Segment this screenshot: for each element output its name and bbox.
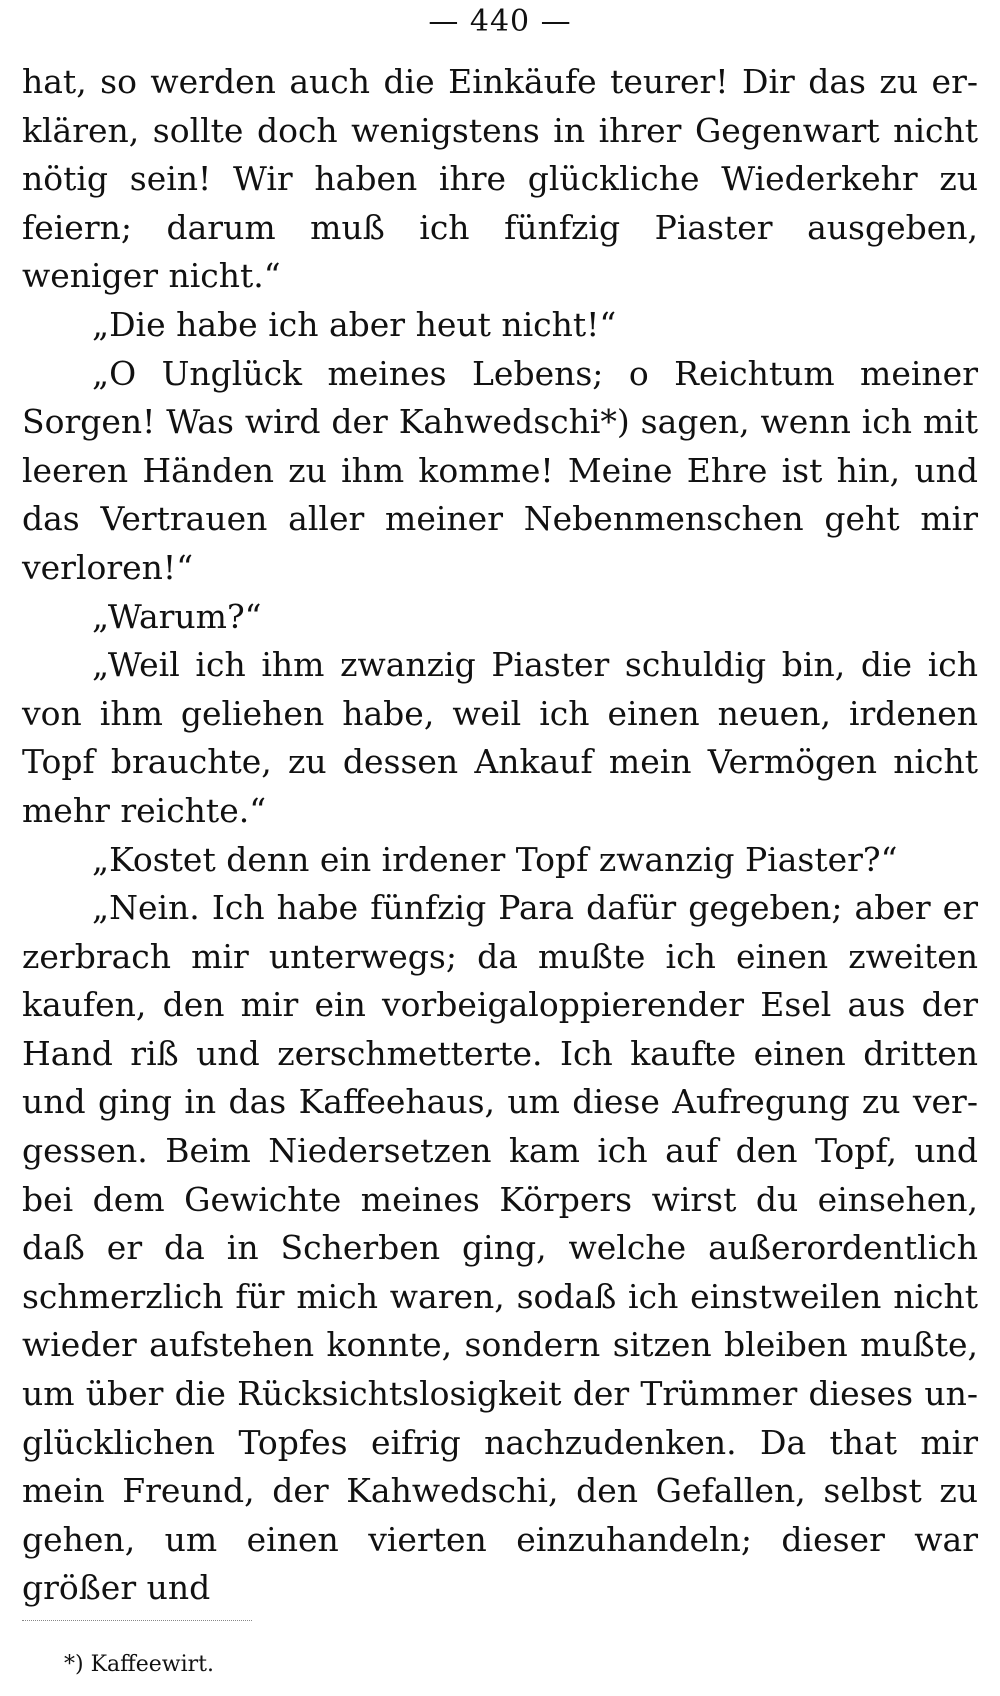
book-page — [22, 0, 978, 1696]
paragraph-2: „Die habe ich aber heut nicht!“ — [92, 304, 617, 344]
paragraph-4: „Warum?“ — [92, 596, 262, 636]
footnote: *) Kaffeewirt. — [64, 1652, 215, 1677]
body-text — [22, 58, 978, 1613]
paragraph-7: „Nein. Ich habe fünfzig Para dafür gegeben; aber er zerbrach mir unterwegs; da mußte ich einen zweiten kaufen, den mir ein vorbeigaloppierender Esel aus der Hand riß und zerschmetterte. Ich kaufte einen dritten und ging in das Kaffeehaus, um diese Aufregung zu vergessen. Beim Niedersetzen kam ich auf den Topf, und bei dem Gewichte meines Körpers wirst du einsehen, daß er da in Scherben ging, welche außerordentlich schmerzlich für mich waren, sodaß ich einstweilen nicht wieder aufstehen konnte, sondern sitzen bleiben mußte, um über die Rücksichtslosigkeit der Trümmer dieses unglücklichen Topfes eifrig nachzudenken. Da that mir mein Freund, der Kahwedschi, den Gefallen, selbst zu gehen, um einen vierten einzuhandeln; dieser war größer und — [22, 888, 978, 1608]
footnote-divider — [22, 1620, 252, 1621]
paragraph-1: hat, so werden auch die Einkäufe teurer! Dir das zu erklären, sollte doch wenigstens in ihrer Gegenwart nicht nötig sein! Wir haben ihre glückliche Wiederkehr zu feiern; darum muß ich fünfzig Piaster ausgeben, weniger nicht.“ — [22, 62, 978, 296]
page-number: — 440 — — [428, 4, 572, 39]
paragraph-3: „O Unglück meines Lebens; o Reichtum meiner Sorgen! Was wird der Kahwedschi*) sagen, wenn ich mit leeren Händen zu ihm komme! Meine Ehre ist hin, und das Vertrauen aller meiner Nebenmenschen geht mir verloren!“ — [22, 353, 978, 587]
paragraph-6: „Kostet denn ein irdener Topf zwanzig Piaster?“ — [92, 839, 898, 879]
paragraph-5: „Weil ich ihm zwanzig Piaster schuldig bin, die ich von ihm geliehen habe, weil ich einen neuen, irdenen Topf brauchte, zu dessen Ankauf mein Vermögen nicht mehr reichte.“ — [22, 645, 978, 830]
